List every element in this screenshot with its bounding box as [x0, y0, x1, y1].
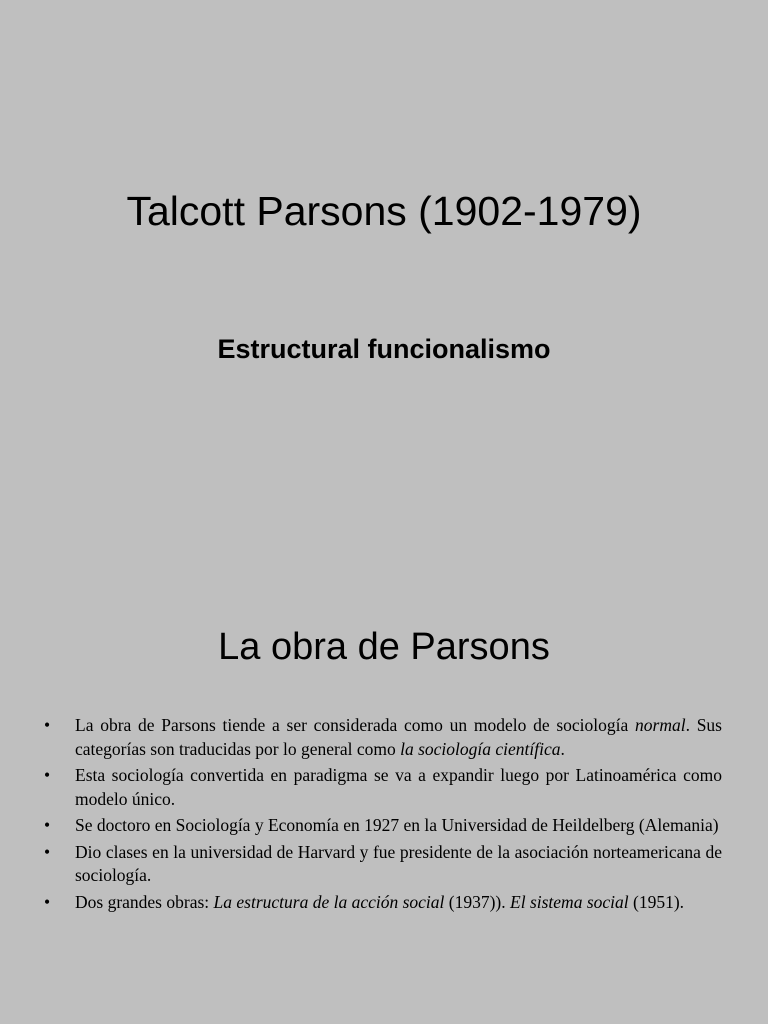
bullet-item	[44, 891, 722, 915]
slide-content	[0, 512, 768, 1024]
bullet-icon: •	[44, 841, 51, 862]
bullet-icon: •	[44, 715, 51, 735]
bullet-list	[44, 714, 722, 917]
bullet-text: . Sus categorías son traducidas por lo general como	[75, 715, 722, 759]
bullet-text: Dio clases en la universidad de Harvard y fue presidente de la asociación norteamericana de sociología.	[75, 841, 722, 885]
bullet-icon: •	[44, 765, 51, 785]
bullet-text: (1951).	[628, 891, 685, 912]
bullet-item	[44, 841, 722, 888]
bullet-text-italic: La estructura de la acción social	[213, 891, 445, 912]
bullet-icon: •	[44, 891, 51, 912]
bullet-text: .	[560, 738, 565, 759]
bullet-text: Esta sociología convertida en paradigma se va a expandir luego por Latinoamérica como modelo único.	[75, 765, 722, 809]
bullet-item	[44, 714, 722, 761]
bullet-text-italic: normal	[635, 715, 686, 735]
bullet-text: Dos grandes obras:	[75, 891, 214, 912]
bullet-text: La obra de Parsons tiende a ser considerada como un modelo de sociología	[75, 715, 636, 735]
bullet-text: Se doctoro en Sociología y Economía en 1927 en la Universidad de Heildelberg (Alemania)	[75, 815, 719, 835]
bullet-text-italic: El sistema social	[510, 891, 629, 912]
bullet-text-italic: la sociología científica	[400, 738, 561, 759]
slide-content-heading: La obra de Parsons	[218, 626, 550, 668]
bullet-text: (1937)).	[444, 891, 511, 912]
slide-subtitle: Estructural funcionalismo	[217, 334, 551, 364]
bullet-icon: •	[44, 815, 51, 835]
bullet-item	[44, 764, 722, 811]
bullet-item	[44, 814, 722, 838]
slide-title-heading: Talcott Parsons (1902-1979)	[126, 188, 642, 234]
